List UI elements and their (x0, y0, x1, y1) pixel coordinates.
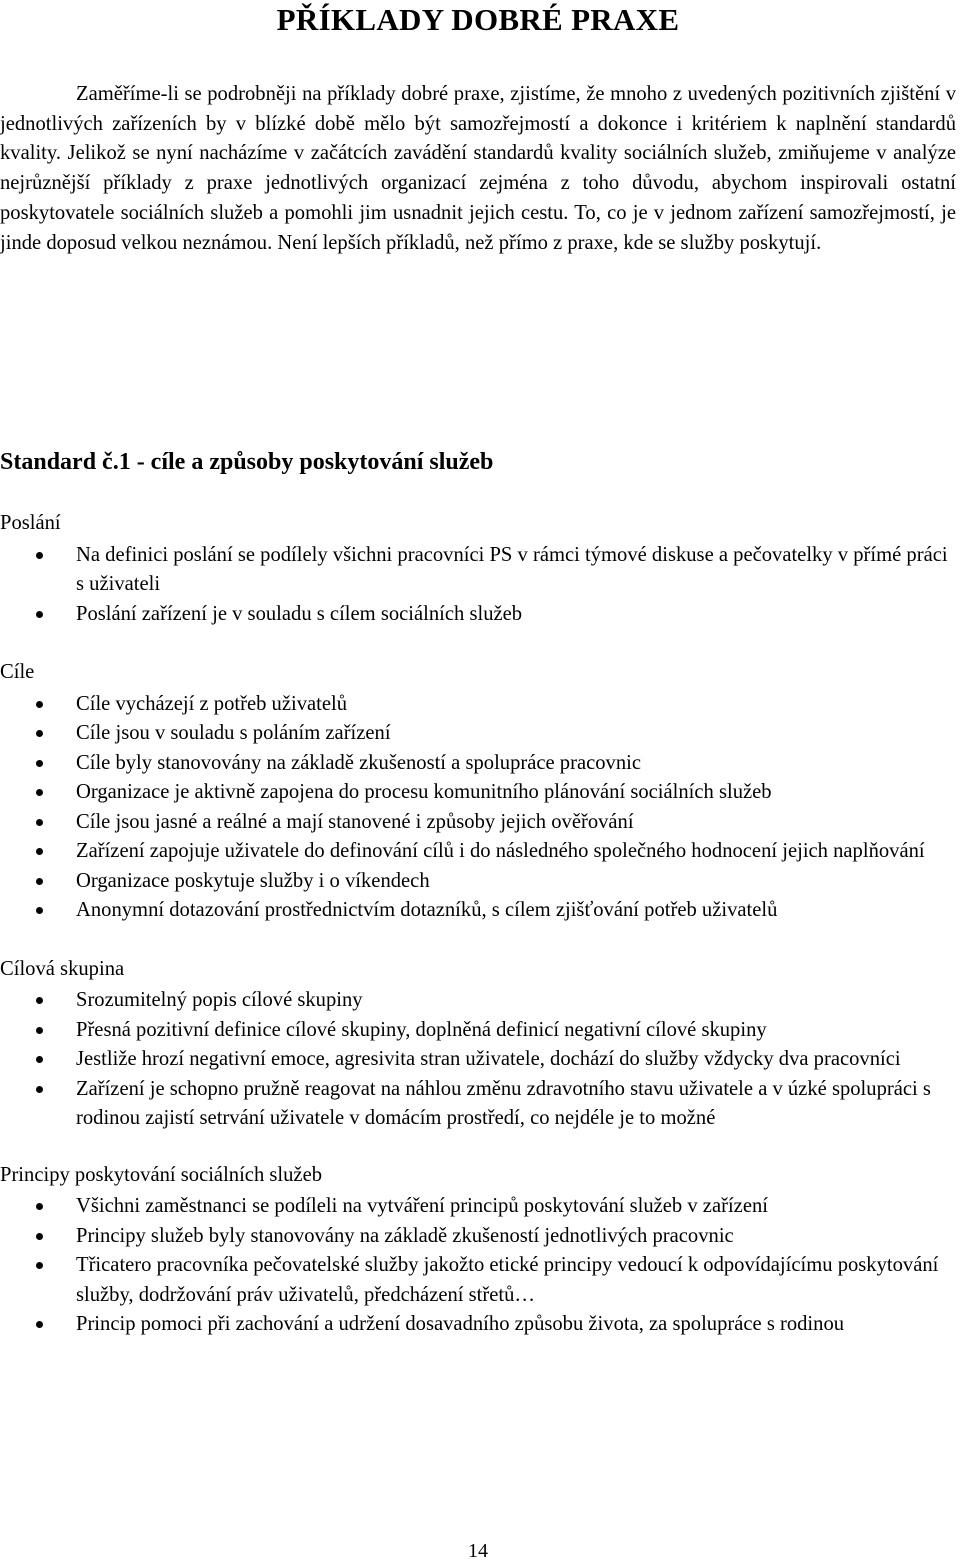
section-principy (0, 1161, 950, 1340)
list-item-text: Cíle vycházejí z potřeb uživatelů (76, 692, 348, 715)
bullet-icon (36, 760, 43, 767)
list-item-text: Cíle byly stanovovány na základě zkušeností a spolupráce pracovnic (76, 751, 642, 774)
list-item-text: Cíle jsou jasné a reálné a mají stanovené i způsoby jejich ověřování (76, 810, 634, 833)
list-item (0, 541, 950, 600)
list-item-text: Srozumitelný popis cílové skupiny (76, 989, 363, 1011)
intro-paragraph (0, 80, 956, 258)
bullet-icon (36, 1086, 43, 1093)
bullet-icon (36, 907, 43, 914)
page-number: 14 (468, 1540, 488, 1562)
list-item (0, 1075, 950, 1134)
list-item-text: Organizace poskytuje služby i o víkendech (76, 869, 430, 892)
list-item (0, 1251, 950, 1310)
bullet-icon (36, 1027, 43, 1034)
bullet-icon (36, 730, 43, 737)
bullet-list (0, 690, 950, 926)
list-item-text: Principy služeb byly stanovovány na základě zkušeností jednotlivých pracovnic (76, 1224, 734, 1247)
list-item-text: Princip pomoci při zachování a udržení dosavadního způsobu života, za spolupráce s rodinou (76, 1313, 845, 1335)
section-poslani (0, 509, 950, 629)
bullet-list (0, 986, 950, 1134)
list-item (0, 896, 950, 926)
section-cilova-skupina (0, 955, 950, 1134)
bullet-icon (36, 552, 43, 559)
intro-text: Zaměříme-li se podrobněji na příklady dobré praxe, zjistíme, že mnoho z uvedených pozitivních zjištění v jednotlivých zařízeních by v blízké době mělo být samozřejmostí a dokonce i kritériem k naplnění standardů kvality. Jelikož se nyní nacházíme v začátcích zavádění standardů kvality sociálních služeb, zmiňujeme v analýze nejrůznější příklady z praxe jednotlivých organizací zejména z toho důvodu, abychom inspirovali ostatní poskytovatele sociálních služeb a pomohli jim usnadnit jejich cestu. To, co je v jednom zařízení samozřejmostí, je jinde doposud velkou neznámou. Není lepších příkladů, než přímo z praxe, kde se služby poskytují. (0, 83, 956, 254)
bullet-icon (36, 1233, 43, 1240)
bullet-icon (36, 1262, 43, 1269)
section-label: Principy poskytování sociálních služeb (0, 1163, 323, 1186)
bullet-icon (36, 789, 43, 796)
bullet-icon (36, 878, 43, 885)
page-title: PŘÍKLADY DOBRÉ PRAXE (276, 2, 680, 37)
list-item-text: Poslání zařízení je v souladu s cílem sociálních služeb (76, 602, 523, 625)
bullet-icon (36, 701, 43, 708)
bullet-icon (36, 1203, 43, 1210)
bullet-icon (36, 1321, 43, 1328)
list-item (0, 1222, 950, 1252)
list-item-text: Zařízení zapojuje uživatele do definování cílů i do následného společného hodnocení jejich naplňování (76, 840, 925, 862)
list-item-text: Přesná pozitivní definice cílové skupiny, doplněná definicí negativní cílové skupiny (76, 1018, 767, 1041)
section-label: Poslání (0, 512, 61, 534)
bullet-list (0, 1192, 950, 1340)
list-item (0, 1192, 950, 1222)
list-item (0, 986, 950, 1016)
sections-container (0, 509, 950, 1340)
list-item-text: Anonymní dotazování prostřednictvím dotazníků, s cílem zjišťování potřeb uživatelů (76, 899, 778, 921)
list-item (0, 690, 950, 720)
list-item (0, 719, 950, 749)
bullet-icon (36, 611, 43, 618)
list-item (0, 1016, 950, 1046)
list-item-text: Jestliže hrozí negativní emoce, agresivita stran uživatele, dochází do služby vždycky dva pracovníci (76, 1048, 901, 1070)
section-cile (0, 658, 950, 926)
section-label: Cílová skupina (0, 957, 125, 980)
list-item (0, 808, 950, 838)
section-label: Cíle (0, 661, 35, 683)
list-item-text: Na definici poslání se podílely všichni pracovníci PS v rámci týmové diskuse a pečovatelky v přímé práci s uživateli (76, 543, 948, 595)
list-item (0, 778, 950, 808)
list-item-text: Organizace je aktivně zapojena do procesu komunitního plánování sociálních služeb (76, 781, 772, 803)
bullet-icon (36, 848, 43, 855)
list-item (0, 1045, 950, 1075)
list-item-text: Všichni zaměstnanci se podíleli na vytváření principů poskytování služeb v zařízení (76, 1195, 768, 1217)
bullet-icon (36, 819, 43, 826)
list-item-text: Cíle jsou v souladu s poláním zařízení (76, 722, 391, 744)
list-item (0, 837, 950, 867)
bullet-icon (36, 1056, 43, 1063)
list-item (0, 600, 950, 630)
bullet-list (0, 541, 950, 630)
list-item-text: Zařízení je schopno pružně reagovat na náhlou změnu zdravotního stavu uživatele a v úzké spolupráci s rodinou zajistí setrvání uživatele v domácím prostředí, co nejdéle je to možné (76, 1077, 931, 1129)
list-item (0, 749, 950, 779)
standard-heading: Standard č.1 - cíle a způsoby poskytování služeb (0, 449, 494, 475)
list-item-text: Třicatero pracovníka pečovatelské služby jakožto etické principy vedoucí k odpovídajícímu poskytování služby, dodržování práv uživatelů, předcházení střetů… (76, 1254, 939, 1306)
list-item (0, 867, 950, 897)
bullet-icon (36, 997, 43, 1004)
list-item (0, 1310, 950, 1340)
